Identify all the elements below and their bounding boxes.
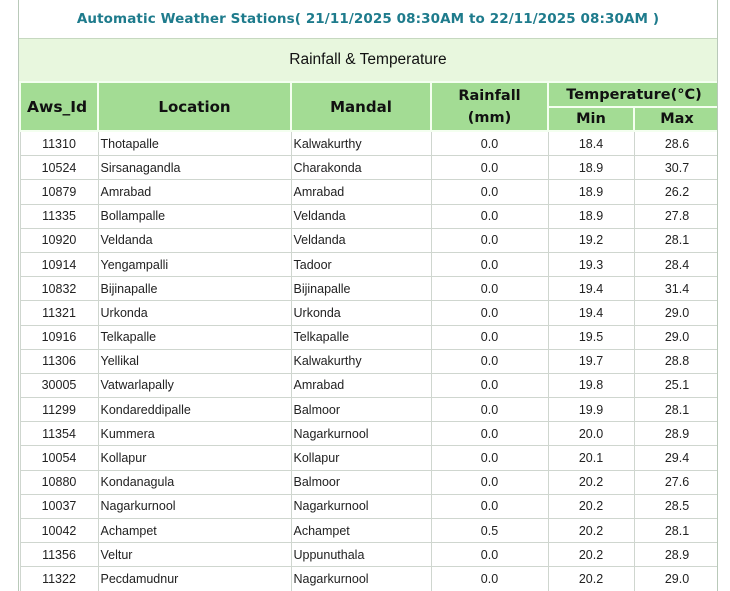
cell-aws-id: 10832 — [20, 277, 98, 301]
cell-rainfall: 0.0 — [431, 301, 548, 325]
cell-rainfall: 0.0 — [431, 131, 548, 156]
cell-rainfall: 0.0 — [431, 228, 548, 252]
cell-temp-min: 19.3 — [548, 252, 634, 276]
cell-temp-min: 18.4 — [548, 131, 634, 156]
report-frame — [18, 0, 718, 591]
cell-mandal: Nagarkurnool — [291, 567, 431, 591]
cell-location: Urkonda — [98, 301, 291, 325]
table-row — [20, 446, 718, 470]
header-location: Location — [98, 82, 291, 131]
table-row — [20, 325, 718, 349]
table-row — [20, 252, 718, 276]
cell-temp-max: 28.4 — [634, 252, 718, 276]
cell-mandal: Achampet — [291, 519, 431, 543]
cell-temp-min: 20.0 — [548, 422, 634, 446]
header-aws-id: Aws_Id — [20, 82, 98, 131]
cell-location: Telkapalle — [98, 325, 291, 349]
cell-location: Bollampalle — [98, 204, 291, 228]
cell-temp-min: 19.7 — [548, 349, 634, 373]
cell-aws-id: 11335 — [20, 204, 98, 228]
cell-temp-max: 29.4 — [634, 446, 718, 470]
cell-aws-id: 30005 — [20, 373, 98, 397]
cell-aws-id: 11306 — [20, 349, 98, 373]
cell-temp-min: 18.9 — [548, 180, 634, 204]
cell-location: Sirsanagandla — [98, 156, 291, 180]
cell-rainfall: 0.0 — [431, 156, 548, 180]
cell-aws-id: 10037 — [20, 494, 98, 518]
cell-location: Bijinapalle — [98, 277, 291, 301]
cell-temp-max: 28.1 — [634, 228, 718, 252]
cell-aws-id: 11356 — [20, 543, 98, 567]
table-row — [20, 131, 718, 156]
cell-temp-max: 28.9 — [634, 422, 718, 446]
cell-mandal: Charakonda — [291, 156, 431, 180]
cell-temp-min: 19.4 — [548, 277, 634, 301]
table-row — [20, 543, 718, 567]
cell-rainfall: 0.0 — [431, 252, 548, 276]
cell-temp-max: 28.6 — [634, 131, 718, 156]
cell-temp-max: 29.0 — [634, 567, 718, 591]
cell-location: Kollapur — [98, 446, 291, 470]
cell-location: Yellikal — [98, 349, 291, 373]
cell-rainfall: 0.0 — [431, 277, 548, 301]
table-row — [20, 301, 718, 325]
table-row — [20, 156, 718, 180]
page-title: Automatic Weather Stations( 21/11/2025 08:30AM to 22/11/2025 08:30AM ) — [19, 0, 717, 38]
cell-mandal: Urkonda — [291, 301, 431, 325]
cell-temp-min: 19.9 — [548, 398, 634, 422]
cell-temp-max: 28.8 — [634, 349, 718, 373]
cell-location: Amrabad — [98, 180, 291, 204]
cell-rainfall: 0.5 — [431, 519, 548, 543]
cell-mandal: Nagarkurnool — [291, 494, 431, 518]
table-subtitle: Rainfall & Temperature — [19, 38, 717, 81]
weather-table — [19, 81, 718, 591]
header-max: Max — [634, 107, 718, 131]
cell-mandal: Veldanda — [291, 228, 431, 252]
table-row — [20, 470, 718, 494]
table-row — [20, 373, 718, 397]
cell-temp-min: 18.9 — [548, 156, 634, 180]
cell-temp-max: 29.0 — [634, 325, 718, 349]
cell-temp-max: 26.2 — [634, 180, 718, 204]
cell-mandal: Amrabad — [291, 180, 431, 204]
cell-rainfall: 0.0 — [431, 349, 548, 373]
cell-aws-id: 10054 — [20, 446, 98, 470]
table-row — [20, 180, 718, 204]
cell-location: Nagarkurnool — [98, 494, 291, 518]
cell-mandal: Balmoor — [291, 470, 431, 494]
cell-location: Kummera — [98, 422, 291, 446]
cell-mandal: Balmoor — [291, 398, 431, 422]
cell-temp-max: 31.4 — [634, 277, 718, 301]
cell-temp-min: 20.2 — [548, 567, 634, 591]
cell-location: Kondareddipalle — [98, 398, 291, 422]
table-row — [20, 422, 718, 446]
cell-aws-id: 10042 — [20, 519, 98, 543]
table-row — [20, 349, 718, 373]
cell-mandal: Amrabad — [291, 373, 431, 397]
cell-mandal: Bijinapalle — [291, 277, 431, 301]
cell-aws-id: 11299 — [20, 398, 98, 422]
cell-rainfall: 0.0 — [431, 567, 548, 591]
header-min: Min — [548, 107, 634, 131]
cell-location: Vatwarlapally — [98, 373, 291, 397]
cell-mandal: Nagarkurnool — [291, 422, 431, 446]
cell-location: Kondanagula — [98, 470, 291, 494]
cell-temp-max: 28.9 — [634, 543, 718, 567]
cell-mandal: Kalwakurthy — [291, 349, 431, 373]
cell-mandal: Kollapur — [291, 446, 431, 470]
cell-rainfall: 0.0 — [431, 494, 548, 518]
header-rainfall-label: Rainfall — [458, 87, 521, 104]
cell-aws-id: 10879 — [20, 180, 98, 204]
cell-aws-id: 10916 — [20, 325, 98, 349]
cell-temp-max: 29.0 — [634, 301, 718, 325]
table-body — [20, 131, 718, 591]
cell-rainfall: 0.0 — [431, 325, 548, 349]
table-row — [20, 277, 718, 301]
cell-rainfall: 0.0 — [431, 470, 548, 494]
cell-mandal: Telkapalle — [291, 325, 431, 349]
cell-temp-min: 20.2 — [548, 519, 634, 543]
cell-temp-min: 20.2 — [548, 470, 634, 494]
cell-temp-min: 19.2 — [548, 228, 634, 252]
cell-mandal: Tadoor — [291, 252, 431, 276]
cell-rainfall: 0.0 — [431, 398, 548, 422]
cell-location: Veltur — [98, 543, 291, 567]
cell-location: Thotapalle — [98, 131, 291, 156]
cell-aws-id: 10920 — [20, 228, 98, 252]
cell-temp-min: 20.1 — [548, 446, 634, 470]
cell-rainfall: 0.0 — [431, 373, 548, 397]
cell-aws-id: 11310 — [20, 131, 98, 156]
cell-temp-min: 19.5 — [548, 325, 634, 349]
table-row — [20, 519, 718, 543]
header-rainfall — [431, 82, 548, 131]
cell-mandal: Kalwakurthy — [291, 131, 431, 156]
cell-rainfall: 0.0 — [431, 543, 548, 567]
cell-aws-id: 11354 — [20, 422, 98, 446]
table-row — [20, 398, 718, 422]
cell-temp-max: 28.5 — [634, 494, 718, 518]
header-temperature: Temperature(°C) — [548, 82, 718, 107]
cell-temp-min: 19.8 — [548, 373, 634, 397]
cell-temp-min: 20.2 — [548, 494, 634, 518]
cell-temp-max: 27.8 — [634, 204, 718, 228]
cell-temp-min: 18.9 — [548, 204, 634, 228]
cell-temp-max: 28.1 — [634, 398, 718, 422]
cell-aws-id: 11322 — [20, 567, 98, 591]
cell-location: Pecdamudnur — [98, 567, 291, 591]
cell-mandal: Uppunuthala — [291, 543, 431, 567]
cell-location: Achampet — [98, 519, 291, 543]
cell-temp-max: 30.7 — [634, 156, 718, 180]
cell-rainfall: 0.0 — [431, 204, 548, 228]
cell-temp-min: 20.2 — [548, 543, 634, 567]
cell-rainfall: 0.0 — [431, 422, 548, 446]
table-header — [20, 82, 718, 131]
cell-rainfall: 0.0 — [431, 446, 548, 470]
cell-temp-min: 19.4 — [548, 301, 634, 325]
cell-aws-id: 10524 — [20, 156, 98, 180]
table-row — [20, 228, 718, 252]
cell-location: Yengampalli — [98, 252, 291, 276]
cell-aws-id: 10914 — [20, 252, 98, 276]
table-row — [20, 567, 718, 591]
cell-temp-max: 28.1 — [634, 519, 718, 543]
cell-temp-max: 27.6 — [634, 470, 718, 494]
cell-location: Veldanda — [98, 228, 291, 252]
cell-aws-id: 10880 — [20, 470, 98, 494]
cell-aws-id: 11321 — [20, 301, 98, 325]
table-row — [20, 204, 718, 228]
cell-temp-max: 25.1 — [634, 373, 718, 397]
table-row — [20, 494, 718, 518]
header-rainfall-unit: (mm) — [467, 109, 512, 126]
header-mandal: Mandal — [291, 82, 431, 131]
cell-rainfall: 0.0 — [431, 180, 548, 204]
cell-mandal: Veldanda — [291, 204, 431, 228]
